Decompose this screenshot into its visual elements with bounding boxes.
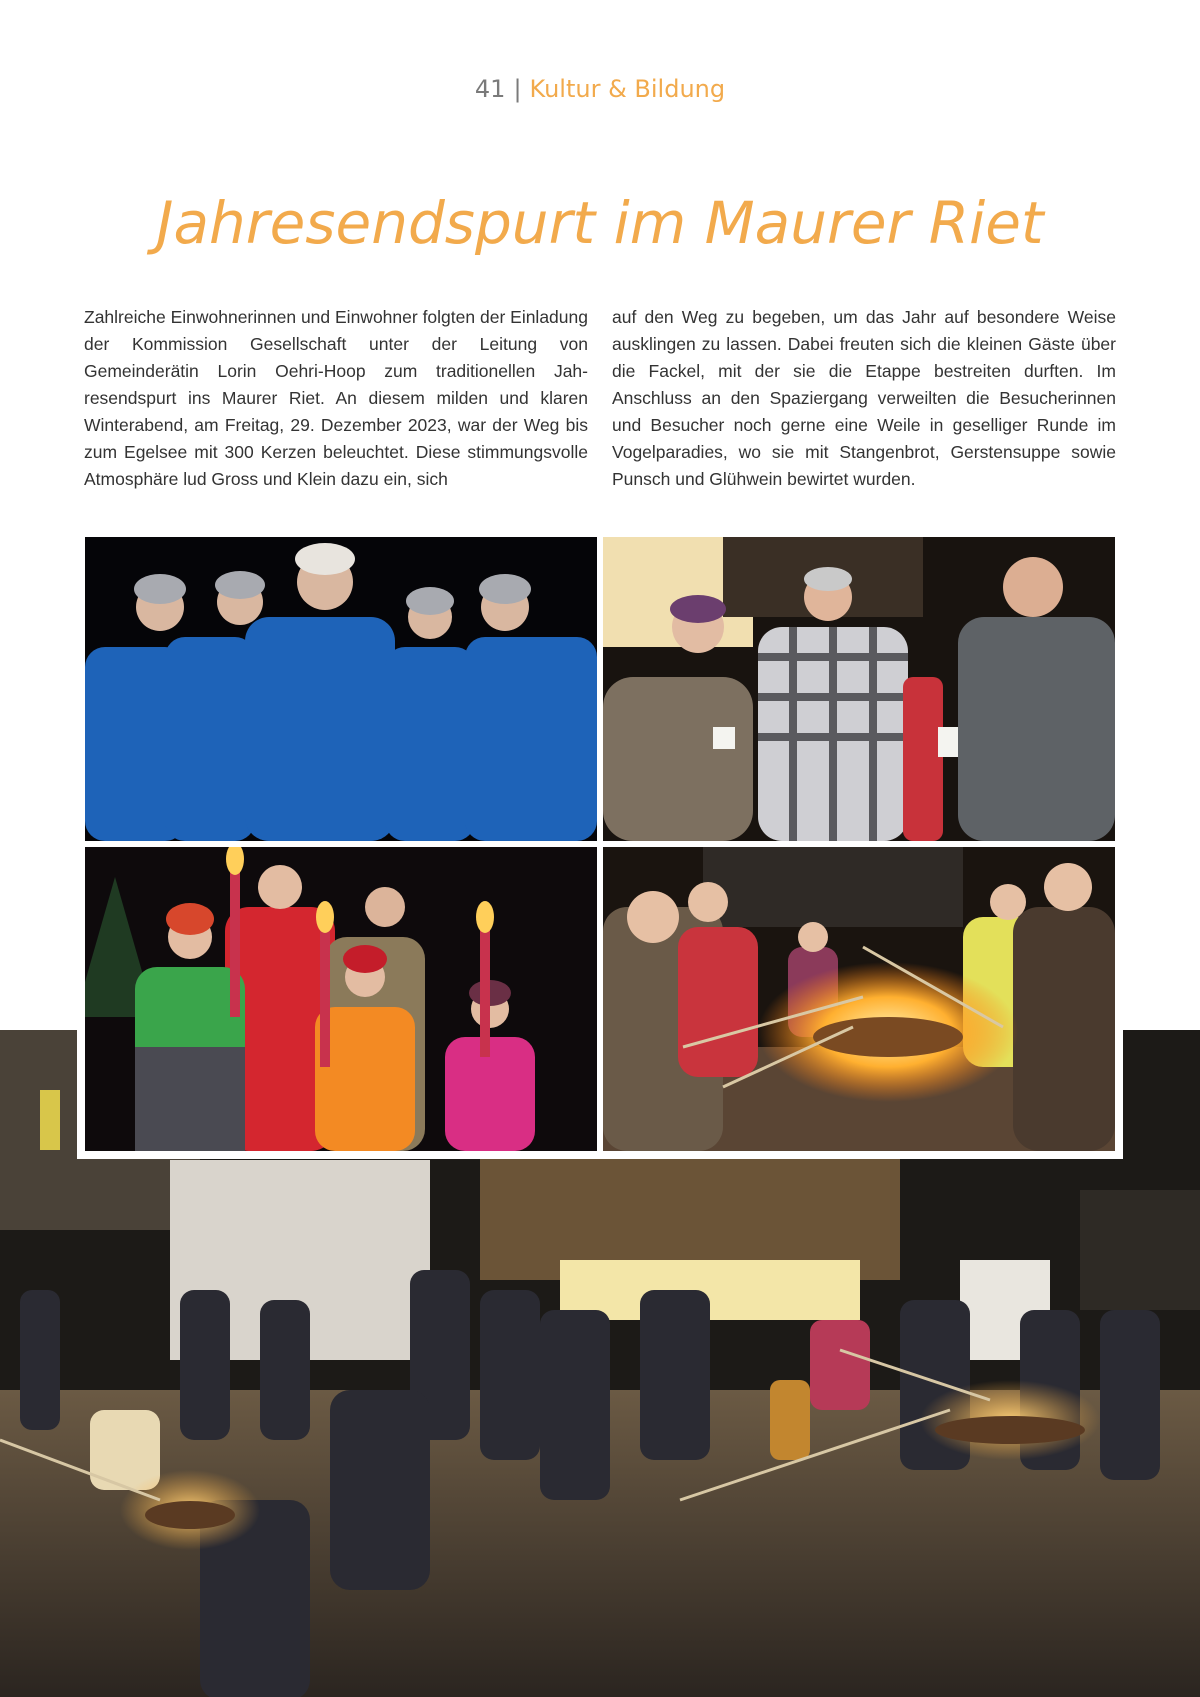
page-header xyxy=(0,72,1200,106)
photo-group-blue-jackets xyxy=(85,537,597,841)
section-title: Kultur & Bildung xyxy=(529,75,726,103)
article-paragraph-right: auf den Weg zu begeben, um das Jahr auf besondere Weise ausklingen zu lassen. Dabei freuten sich die kleinen Gäste über die Fackel, mit der sie die Etappe bestreiten durften. Im Anschluss an den Spaziergang verweilten die Besucherinnen und Besucher noch gerne eine Weile in geselliger Runde im Vogelparadies, wo sie mit Stangenbrot, Gerstensuppe sowie Punsch und Glühwein bewirtet wurden. xyxy=(612,307,1116,489)
page-number: 41 xyxy=(474,75,506,103)
header-separator: | xyxy=(513,75,522,103)
article-title: Jahresendspurt im Maurer Riet xyxy=(156,189,1044,257)
article-paragraph-left: Zahlreiche Einwohnerinnen und Einwohner folgten der Einladung der Kommission Gesellschaft unter der Leitung von Gemeinderätin Lorin Oehri-Hoop zum traditionellen Jahresendspurt ins Maurer Riet. An diesem milden und klaren Winterabend, am Freitag, 29. Dezember 2023, war der Weg bis zum Egelsee mit 300 Kerzen beleuchtet. Diese stimmungsvolle Atmosphäre lud Gross und Klein dazu ein, sich xyxy=(84,307,588,489)
photo-adults-with-cups xyxy=(603,537,1115,841)
photo-family-with-torches xyxy=(85,847,597,1151)
photo-children-at-fire-pit xyxy=(603,847,1115,1151)
